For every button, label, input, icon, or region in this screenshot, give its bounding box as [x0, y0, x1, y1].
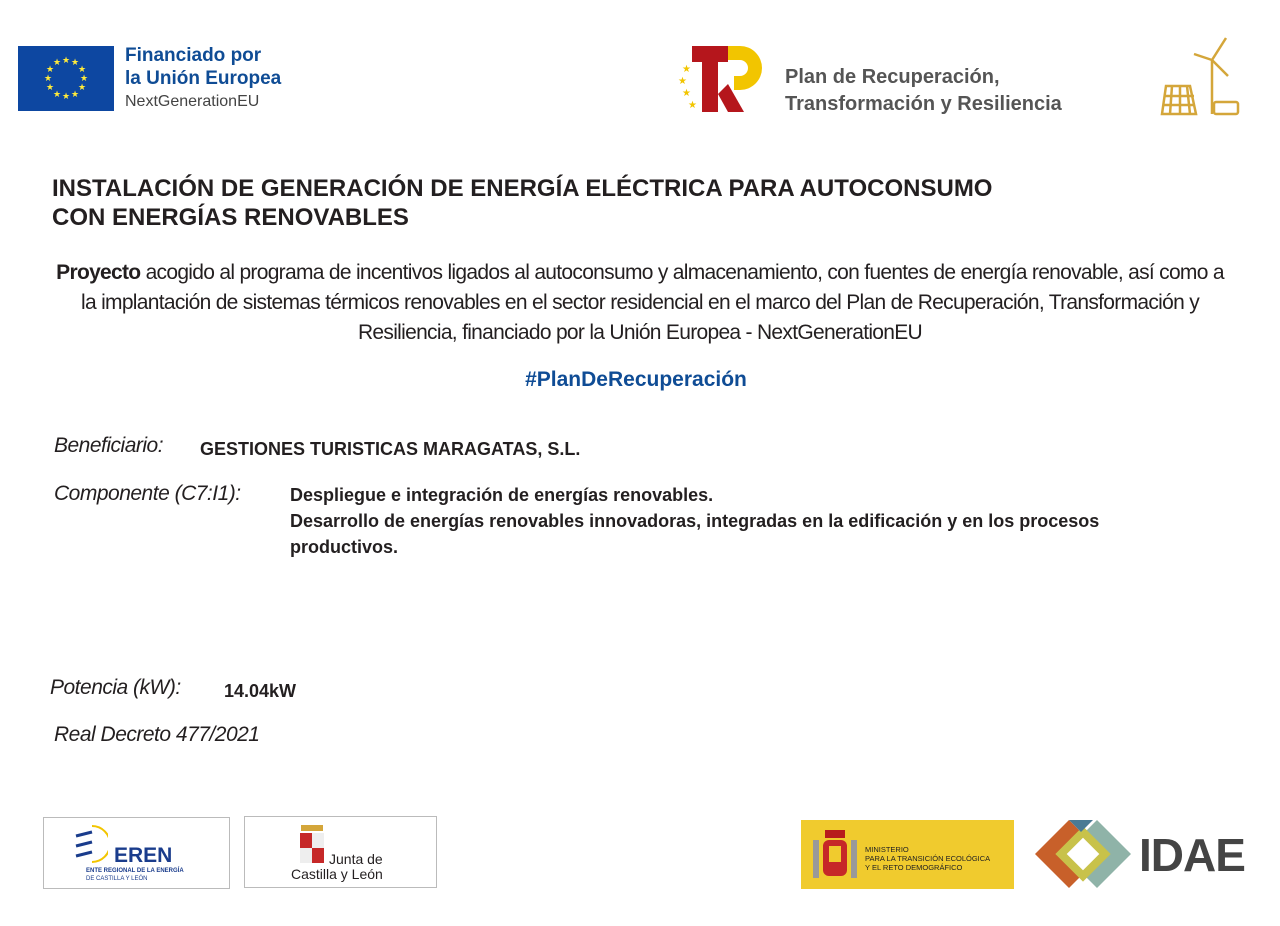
spain-coat-of-arms-icon: [809, 826, 861, 884]
project-label: Proyecto: [56, 261, 141, 284]
svg-text:★: ★: [45, 82, 55, 92]
svg-text:★: ★: [77, 64, 87, 74]
eren-name: EREN: [114, 844, 173, 867]
title-line1: INSTALACIÓN DE GENERACIÓN DE ENERGÍA ELÉCTRICA PARA AUTOCONSUMO: [52, 175, 993, 202]
beneficiario-value: GESTIONES TURISTICAS MARAGATAS, S.L.: [200, 439, 581, 459]
project-text: acogido al programa de incentivos ligados al autoconsumo y almacenamiento, con fuentes de energía renovable, así como a la implantación de sistemas térmicos renovables en el sector residencial en el marco del Plan de Recuperación, Transformación y Resiliencia, financiado por la Unión Europea - NextGenerationEU: [80, 261, 1224, 344]
svg-text:★: ★: [688, 100, 697, 111]
svg-text:★: ★: [678, 76, 687, 87]
jcyl-line1: Junta de: [329, 851, 383, 867]
jcyl-logo: [244, 816, 437, 888]
beneficiario-label: Beneficiario:: [54, 434, 164, 457]
eu-line3: NextGenerationEU: [125, 93, 260, 110]
ministerio-logo: [801, 820, 1014, 889]
title-line2: CON ENERGÍAS RENOVABLES: [52, 204, 409, 231]
potencia-label: Potencia (kW):: [50, 676, 181, 699]
prtr-line2: Transformación y Resiliencia: [785, 93, 1062, 115]
svg-text:★: ★: [61, 91, 71, 101]
idae-text: IDAE: [1139, 829, 1245, 881]
page-title: [52, 174, 992, 232]
svg-text:★: ★: [61, 55, 71, 65]
hashtag: #PlanDeRecuperación: [525, 368, 747, 391]
wind-solar-icon: [1156, 36, 1244, 125]
eren-sub1: ENTE REGIONAL DE LA ENERGÍA: [86, 868, 184, 874]
eu-funding-logo-text: [125, 44, 281, 113]
jcyl-line2: Castilla y León: [291, 866, 383, 882]
idae-symbol-icon: [1033, 818, 1133, 890]
idae-logo: [1033, 818, 1245, 895]
coat-of-arms-icon: [297, 823, 327, 867]
svg-text:★: ★: [43, 73, 53, 83]
svg-text:★: ★: [52, 89, 62, 99]
project-description: [50, 258, 1230, 348]
svg-text:★: ★: [70, 57, 80, 67]
svg-text:★: ★: [682, 64, 691, 75]
eren-logo: [43, 817, 230, 889]
svg-text:★: ★: [52, 57, 62, 67]
svg-text:★: ★: [70, 89, 80, 99]
eren-sub2: DE CASTILLA Y LEÓN: [86, 876, 148, 882]
eu-line1: Financiado por: [125, 45, 262, 66]
ministerio-line2: PARA LA TRANSICIÓN ECOLÓGICA: [865, 854, 991, 863]
componente-label: Componente (C7:I1):: [54, 482, 241, 505]
svg-text:★: ★: [77, 82, 87, 92]
componente-line1: Despliegue e integración de energías renovables.: [290, 485, 714, 505]
prtr-logo-text: [785, 64, 1062, 118]
componente-line2: Desarrollo de energías renovables innovadoras, integradas en la edificación y en los procesos productivos.: [290, 511, 1100, 557]
eren-symbol-icon: [72, 824, 108, 864]
componente-value: [290, 482, 1190, 560]
svg-text:★: ★: [45, 64, 55, 74]
svg-text:★: ★: [79, 73, 89, 83]
real-decreto: Real Decreto 477/2021: [54, 723, 260, 746]
eu-flag-logo: [18, 46, 114, 111]
eu-line2: la Unión Europea: [125, 68, 282, 89]
ministerio-line3: Y EL RETO DEMOGRÁFICO: [865, 863, 963, 872]
ministerio-line1: MINISTERIO: [865, 845, 909, 854]
svg-text:★: ★: [682, 88, 691, 99]
potencia-value: 14.04kW: [224, 681, 297, 701]
prtr-line1: Plan de Recuperación,: [785, 66, 1000, 88]
prtr-logo-icon: [676, 44, 766, 119]
